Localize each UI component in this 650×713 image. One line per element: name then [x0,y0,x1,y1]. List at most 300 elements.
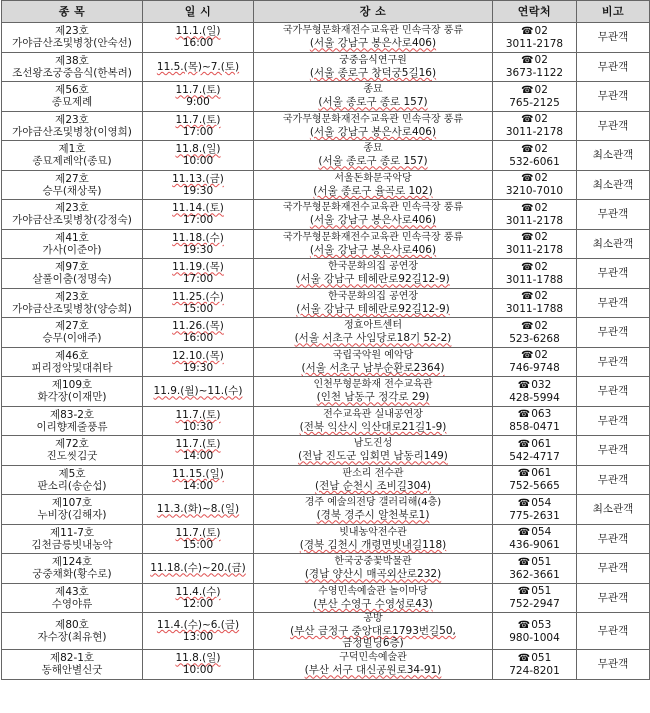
event-name: 화각장(이재만) [37,391,107,404]
table-row [2,82,650,112]
table-row [2,613,650,650]
phone-number: 3011-2178 [505,244,564,257]
event-date: 11.4.(수)~6.(금) [156,619,240,631]
event-name: 판소리(송순섭) [37,479,107,492]
contact-cell [493,495,577,525]
date-cell [143,288,254,318]
venue-address: (서울 종로구 창덕궁5길16) [309,66,437,79]
event-cell [2,141,143,171]
event-name: 피리정악및대취타 [31,361,113,374]
event-date: 11.13.(금) [172,172,224,185]
event-name: 동해안별신굿 [41,664,103,677]
place-cell [254,436,493,466]
event-date: 11.18.(수) [172,231,224,244]
venue-name: 남도진성 [353,438,393,450]
contact-cell [493,554,577,584]
event-cell [2,554,143,584]
schedule-table [1,0,650,680]
phone-area-code: ☎ 061 [493,438,576,451]
venue-address: (부산 수영구 수영성로43) [313,597,433,610]
event-cell [2,200,143,230]
date-cell [143,170,254,200]
event-number: 제23호 [55,25,89,38]
audience-note: 무관객 [577,347,650,377]
venue-name: 국가무형문화재전수교육관 민속극장 풍류 [282,113,464,125]
event-date: 11.15.(일) [172,467,224,480]
venue-address: (서울 종로구 율곡로 102) [313,184,433,197]
venue-name: 한국문화의집 공연장 [327,261,419,273]
phone-number: 362-3661 [509,568,560,581]
event-time: 16:00 [182,37,214,50]
phone-number: 428-5994 [509,391,560,404]
event-date: 11.26.(목) [172,320,224,333]
date-cell [143,465,254,495]
event-date: 11.7.(토) [175,526,221,539]
event-cell [2,52,143,82]
audience-note: 최소관객 [577,141,650,171]
venue-address: (서울 강남구 테헤란로92길12-9) [296,302,450,315]
event-cell [2,259,143,289]
table-row [2,495,650,525]
event-time: 10:00 [182,664,214,677]
phone-area-code: ☎ 051 [493,652,576,665]
event-number: 제124호 [51,556,93,569]
venue-address: (경북 김천시 개령면빗내길118) [299,538,447,551]
table-row [2,406,650,436]
event-name: 이리향제줄풍류 [36,420,108,433]
table-row [2,650,650,680]
table-row [2,318,650,348]
event-number: 제41호 [55,231,89,244]
event-name: 조선왕조궁중음식(한복려) [12,66,132,79]
event-date: 11.9.(월)~11.(수) [153,385,243,398]
event-number: 제56호 [55,84,89,97]
phone-number: 980-1004 [509,631,560,644]
event-name: 종묘제례 [51,96,93,109]
phone-area-code: ☎ 051 [493,585,576,598]
event-cell [2,111,143,141]
audience-note: 무관객 [577,111,650,141]
place-cell [254,583,493,613]
place-cell [254,465,493,495]
audience-note: 무관객 [577,288,650,318]
place-cell [254,52,493,82]
event-number: 제23호 [55,113,89,126]
contact-cell [493,141,577,171]
event-name: 승무(이애주) [42,332,102,345]
phone-number: 3210-7010 [505,185,564,198]
audience-note: 무관객 [577,406,650,436]
header-date: 일 시 [143,1,254,23]
audience-note: 무관객 [577,436,650,466]
contact-cell [493,200,577,230]
contact-cell [493,347,577,377]
event-time: 14:00 [182,479,214,492]
event-name: 승무(채상묵) [42,184,102,197]
event-cell [2,650,143,680]
venue-address: (서울 종로구 종로 157) [318,155,428,168]
event-number: 제38호 [55,54,89,67]
venue-name: 공방 [363,613,383,624]
venue-name: 궁중음식연구원 [339,54,407,66]
table-row [2,347,650,377]
phone-area-code: ☎ 02 [493,113,576,126]
event-date: 11.8.(일) [175,652,221,665]
date-cell [143,613,254,650]
event-number: 제27호 [55,172,89,185]
event-time: 10:00 [182,155,214,168]
event-number: 제23호 [55,202,89,215]
audience-note: 무관객 [577,52,650,82]
venue-address: (서울 서초구 사임당로18기 52-2) [294,332,452,345]
venue-address: (부산 서구 대신공원로34-91) [304,664,442,677]
place-cell [254,288,493,318]
event-name: 김천금릉빗내농악 [31,538,113,551]
date-cell [143,111,254,141]
event-number: 제80호 [55,619,89,631]
contact-cell [493,613,577,650]
table-row [2,259,650,289]
event-date: 11.19.(목) [172,261,224,274]
header-place: 장 소 [254,1,493,23]
phone-area-code: ☎ 051 [493,556,576,569]
event-cell [2,288,143,318]
event-cell [2,524,143,554]
event-number: 제109호 [51,379,93,392]
event-time: 17:00 [182,214,214,227]
phone-area-code: ☎ 054 [493,497,576,510]
phone-area-code: ☎ 053 [493,619,576,632]
audience-note: 최소관객 [577,170,650,200]
event-date: 11.7.(토) [175,408,221,421]
date-cell [143,23,254,53]
venue-name: 종묘 [363,84,383,96]
audience-note: 무관객 [577,554,650,584]
phone-number: 752-2947 [509,598,560,611]
event-time: 9:00 [186,96,210,109]
venue-address: (부산 금정구 중앙대로1793번길50, [290,625,456,637]
event-name: 종묘제례악(종묘) [32,155,112,168]
venue-name: 구덕민속예술관 [339,652,407,664]
venue-name: 종묘 [363,143,383,155]
venue-name: 수영민속예술관 놀이마당 [318,585,428,597]
event-date: 11.3.(화)~8.(일) [156,503,240,516]
phone-number: 775-2631 [509,509,560,522]
phone-area-code: ☎ 02 [493,54,576,67]
table-row [2,229,650,259]
audience-note: 무관객 [577,650,650,680]
phone-area-code: ☎ 054 [493,526,576,539]
venue-name: 국립국악원 예악당 [332,349,414,361]
venue-name: 인천무형문화재 전수교육관 [313,379,433,391]
place-cell [254,111,493,141]
table-row [2,377,650,407]
phone-number: 3011-1788 [505,273,564,286]
event-time: 19:30 [182,361,214,374]
date-cell [143,554,254,584]
phone-area-code: ☎ 032 [493,379,576,392]
contact-cell [493,465,577,495]
event-time: 12:00 [182,597,214,610]
contact-cell [493,170,577,200]
event-cell [2,583,143,613]
date-cell [143,82,254,112]
event-time: 15:00 [182,302,214,315]
phone-area-code: ☎ 02 [493,202,576,215]
date-cell [143,52,254,82]
venue-address: (서울 강남구 봉은사로406) [309,214,437,227]
event-name: 가야금산조및병창(안숙선) [12,37,132,50]
audience-note: 무관객 [577,377,650,407]
phone-number: 3011-1788 [505,303,564,316]
audience-note: 무관객 [577,200,650,230]
contact-cell [493,229,577,259]
table-row [2,170,650,200]
date-cell [143,259,254,289]
date-cell [143,200,254,230]
header-row [2,1,650,23]
table-row [2,111,650,141]
date-cell [143,406,254,436]
event-name: 누비장(김해자) [37,509,107,522]
place-cell [254,554,493,584]
event-number: 제43호 [55,585,89,598]
phone-number: 765-2125 [509,96,560,109]
contact-cell [493,406,577,436]
event-date: 11.18.(수)~20.(금) [150,562,246,575]
event-time: 16:00 [182,332,214,345]
venue-address: (서울 강남구 봉은사로406) [309,37,437,50]
event-number: 제97호 [55,261,89,274]
event-number: 제23호 [55,290,89,303]
venue-address: (인천 남동구 정각로 29) [316,391,430,404]
event-number: 제82-1호 [49,652,95,665]
event-cell [2,613,143,650]
table-row [2,524,650,554]
header-contact: 연락처 [493,1,577,23]
date-cell [143,377,254,407]
venue-name: 한국궁중꽃박물관 [334,556,412,568]
venue-name: 판소리 전수관 [342,467,404,479]
event-number: 제1호 [58,143,86,156]
event-name: 가야금산조및병창(강정숙) [12,214,132,227]
venue-address: (전남 순천시 조비길304) [314,479,432,492]
event-date: 11.8.(일) [175,143,221,156]
phone-area-code: ☎ 061 [493,467,576,480]
contact-cell [493,650,577,680]
place-cell [254,170,493,200]
date-cell [143,436,254,466]
venue-address: (서울 강남구 봉은사로406) [309,243,437,256]
venue-address: (서울 강남구 테헤란로92길12-9) [296,273,450,286]
date-cell [143,495,254,525]
contact-cell [493,583,577,613]
event-time: 17:00 [182,125,214,138]
place-cell [254,141,493,171]
place-cell [254,318,493,348]
audience-note: 무관객 [577,613,650,650]
event-name: 가야금산조및병창(이영희) [12,125,132,138]
event-number: 제5호 [58,467,86,480]
place-cell [254,650,493,680]
table-row [2,200,650,230]
event-date: 11.14.(토) [172,202,224,215]
event-number: 제27호 [55,320,89,333]
place-cell [254,495,493,525]
contact-cell [493,524,577,554]
venue-name: 국가무형문화재전수교육관 민속극장 풍류 [282,202,464,214]
venue-address: (전남 진도군 임회면 남동리149) [298,450,448,463]
table-row [2,583,650,613]
event-cell [2,318,143,348]
event-number: 제107호 [51,497,93,510]
event-time: 10:30 [182,420,214,433]
event-cell [2,406,143,436]
event-cell [2,170,143,200]
event-name: 가야금산조및병창(양승희) [12,302,132,315]
event-name: 자수장(최유현) [37,631,107,643]
phone-number: 858-0471 [509,421,560,434]
phone-number: 746-9748 [509,362,560,375]
event-cell [2,347,143,377]
phone-area-code: ☎ 063 [493,408,576,421]
phone-area-code: ☎ 02 [493,349,576,362]
venue-name: 국가무형문화재전수교육관 민속극장 풍류 [282,25,464,37]
place-cell [254,406,493,436]
contact-cell [493,23,577,53]
contact-cell [493,82,577,112]
date-cell [143,229,254,259]
phone-area-code: ☎ 02 [493,84,576,97]
place-cell [254,200,493,230]
event-time: 14:00 [182,450,214,463]
venue-name: 전수교육관 실내공연장 [323,408,423,420]
phone-area-code: ☎ 02 [493,172,576,185]
contact-cell [493,259,577,289]
header-note: 비고 [577,1,650,23]
header-event: 종 목 [2,1,143,23]
audience-note: 무관객 [577,259,650,289]
event-cell [2,82,143,112]
phone-number: 3011-2178 [505,126,564,139]
table-row [2,436,650,466]
event-number: 제72호 [55,438,89,451]
audience-note: 무관객 [577,82,650,112]
audience-note: 최소관객 [577,495,650,525]
phone-area-code: ☎ 02 [493,290,576,303]
audience-note: 무관객 [577,23,650,53]
date-cell [143,318,254,348]
phone-number: 523-6268 [509,332,560,345]
phone-number: 532-6061 [509,155,560,168]
event-date: 11.25.(수) [172,290,224,303]
venue-name: 빗내농악전수관 [339,526,407,538]
venue-name: 정효아트센터 [344,320,402,332]
date-cell [143,583,254,613]
table-row [2,52,650,82]
event-cell [2,436,143,466]
event-time: 15:00 [182,538,214,551]
place-cell [254,347,493,377]
event-time: 19:30 [182,184,214,197]
event-cell [2,229,143,259]
audience-note: 무관객 [577,524,650,554]
contact-cell [493,436,577,466]
event-cell [2,377,143,407]
place-cell [254,82,493,112]
event-date: 11.1.(일) [175,25,221,38]
venue-address: (경북 경주시 알천북로1) [316,509,430,522]
event-name: 수영야류 [51,597,93,610]
place-cell [254,377,493,407]
phone-number: 3673-1122 [505,67,564,80]
phone-area-code: ☎ 02 [493,25,576,38]
phone-number: 3011-2178 [505,37,564,50]
venue-name: 국가무형문화재전수교육관 민속극장 풍류 [282,231,464,243]
event-date: 11.5.(목)~7.(토) [156,60,240,73]
event-date: 11.4.(수) [175,585,221,598]
place-cell [254,613,493,650]
phone-number: 724-8201 [509,664,560,677]
audience-note: 무관객 [577,465,650,495]
phone-number: 436-9061 [509,539,560,552]
venue-address: (전북 익산시 익산대로21길1-9) [299,420,447,433]
venue-name: 서울돈화문국악당 [334,172,412,184]
table-row [2,554,650,584]
phone-area-code: ☎ 02 [493,143,576,156]
event-cell [2,465,143,495]
contact-cell [493,288,577,318]
contact-cell [493,111,577,141]
audience-note: 무관객 [577,318,650,348]
venue-name: 한국문화의집 공연장 [327,290,419,302]
event-time: 13:00 [182,631,214,643]
phone-number: 752-5665 [509,480,560,493]
event-number: 제83-2호 [49,408,95,421]
venue-address-extra: 금정빌딩6층) [342,637,404,649]
date-cell [143,650,254,680]
venue-name: 경주 예술의전당 갤러리해(4층) [304,497,442,509]
event-name: 궁중채화(황수로) [32,568,112,581]
event-date: 11.7.(토) [175,438,221,451]
event-name: 가사(이준아) [42,243,102,256]
date-cell [143,141,254,171]
event-number: 제46호 [55,349,89,362]
event-number: 제11-7호 [49,526,95,539]
table-row [2,23,650,53]
place-cell [254,524,493,554]
venue-address: (경남 양산시 매곡외산로232) [304,568,442,581]
phone-number: 542-4717 [509,450,560,463]
event-date: 11.7.(토) [175,113,221,126]
date-cell [143,347,254,377]
event-cell [2,495,143,525]
event-date: 12.10.(목) [172,349,224,362]
contact-cell [493,52,577,82]
table-row [2,288,650,318]
audience-note: 최소관객 [577,229,650,259]
event-date: 11.7.(토) [175,84,221,97]
audience-note: 무관객 [577,583,650,613]
place-cell [254,229,493,259]
place-cell [254,23,493,53]
phone-area-code: ☎ 02 [493,231,576,244]
date-cell [143,524,254,554]
table-row [2,141,650,171]
event-name: 살풀이춤(정명숙) [32,273,112,286]
phone-number: 3011-2178 [505,214,564,227]
phone-area-code: ☎ 02 [493,320,576,333]
